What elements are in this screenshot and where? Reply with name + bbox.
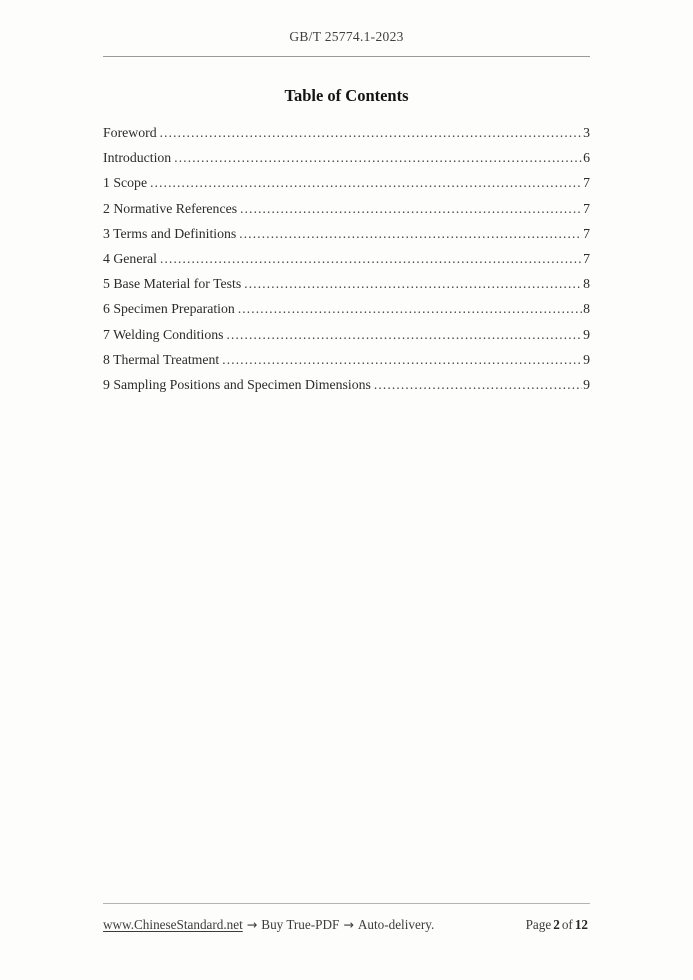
document-number: GB/T 25774.1-2023 [289, 29, 404, 44]
toc-entry [103, 327, 590, 352]
toc-entry-page-number: 8 [583, 276, 590, 292]
toc-dot-leader [160, 125, 582, 141]
toc-entry [103, 201, 590, 226]
toc-entry [103, 377, 590, 402]
toc-dot-leader [174, 150, 582, 166]
toc-dot-leader [239, 226, 582, 242]
footer-delivery-text: Auto-delivery. [357, 917, 435, 932]
toc-entry-label: 1 Scope [103, 175, 148, 191]
toc-dot-leader [244, 276, 582, 292]
toc-entry-page-number: 9 [583, 351, 590, 367]
toc-entry [103, 150, 590, 175]
arrow-icon: → [246, 917, 258, 932]
toc-entry-label: 6 Specimen Preparation [103, 301, 235, 317]
toc-entry [103, 352, 590, 377]
toc-entry [103, 276, 590, 301]
toc-entry-label: Foreword [103, 125, 157, 140]
toc-list [103, 125, 590, 402]
document-header [0, 0, 693, 57]
toc-entry-page-number: 9 [583, 326, 590, 342]
toc-entry-page-number: 7 [583, 250, 590, 266]
total-pages-number: 12 [574, 917, 588, 932]
toc-entry [103, 226, 590, 251]
chinesestandard-link[interactable]: www.ChineseStandard.net [103, 917, 243, 932]
toc-dot-leader [374, 377, 582, 393]
toc-dot-leader [222, 352, 582, 368]
toc-dot-leader [227, 327, 583, 343]
of-label: of [561, 917, 573, 932]
toc-dot-leader [160, 251, 582, 267]
toc-dot-leader [238, 301, 582, 317]
toc-entry-page-number: 7 [583, 175, 590, 191]
toc-entry-page-number: 8 [583, 301, 590, 317]
header-divider [103, 56, 590, 57]
toc-entry-label: Introduction [103, 150, 172, 166]
toc-entry [103, 175, 590, 200]
toc-entry-page-number: 7 [583, 225, 590, 241]
toc-entry-label: 2 Normative References [103, 200, 238, 216]
toc-entry [103, 301, 590, 326]
arrow-icon: → [343, 917, 354, 932]
current-page-number: 2 [553, 917, 560, 932]
toc-entry-label: 9 Sampling Positions and Specimen Dimensions [103, 376, 371, 392]
toc-entry-page-number: 6 [583, 150, 590, 166]
toc-entry-page-number: 7 [583, 200, 590, 216]
document-footer [103, 903, 590, 933]
page-label: Page [525, 917, 552, 932]
toc-entry-label: 8 Thermal Treatment [103, 351, 220, 367]
toc-entry-page-number: 3 [583, 125, 590, 140]
toc-entry-label: 7 Welding Conditions [103, 326, 224, 342]
toc-dot-leader [240, 201, 582, 217]
toc-entry [103, 251, 590, 276]
toc-entry-label: 4 General [103, 250, 158, 266]
footer-left [103, 917, 434, 933]
toc-entry [103, 125, 590, 150]
toc-entry-page-number: 9 [583, 376, 590, 392]
toc-dot-leader [150, 175, 582, 191]
footer-buy-text: Buy True-PDF [261, 917, 340, 932]
toc-entry-label: 5 Base Material for Tests [103, 276, 242, 292]
toc-entry-label: 3 Terms and Definitions [103, 225, 237, 241]
page-title: Table of Contents [284, 86, 409, 105]
page-indicator [526, 917, 590, 933]
